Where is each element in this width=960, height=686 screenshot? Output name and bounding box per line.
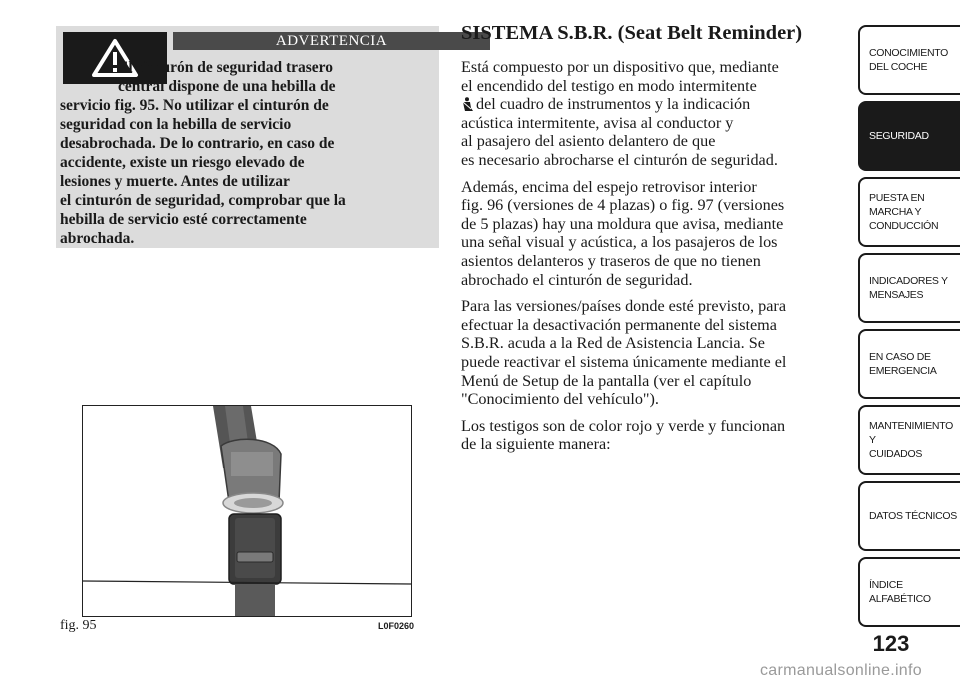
- text-line: Además, encima del espejo retrovisor interior: [461, 177, 757, 196]
- tab-mantenimiento-y-cuidados[interactable]: [858, 405, 960, 475]
- warning-line: hebilla de servicio esté correctamente: [60, 211, 307, 228]
- text-line: es necesario abrocharse el cinturón de seguridad.: [461, 150, 778, 169]
- text-line: una señal visual y acústica, a los pasajeros de los: [461, 233, 778, 252]
- text-line: de 5 plazas) hay una moldura que avisa, mediante: [461, 214, 784, 233]
- text-line: Está compuesto por un dispositivo que, mediante: [461, 58, 779, 76]
- seat-belt-buckle-illustration: [83, 406, 411, 616]
- tab-seguridad[interactable]: [858, 101, 960, 171]
- tab-label: CONOCIMIENTO DEL COCHE: [869, 47, 949, 73]
- warning-line: central dispone de una hebilla de: [118, 78, 336, 95]
- paragraph-4: [461, 417, 846, 454]
- figure-95-seat-belt-buckle: [82, 405, 412, 617]
- tab-label: INDICADORES Y MENSAJES: [869, 275, 948, 301]
- tab-label: SEGURIDAD: [869, 130, 929, 142]
- tab-label: PUESTA EN MARCHA Y CONDUCCIÓN: [869, 192, 939, 232]
- warning-line: desabrochada. De lo contrario, en caso de: [60, 135, 335, 152]
- text-line: acústica intermitente, avisa al conductor y: [461, 113, 734, 132]
- tab-label: DATOS TÉCNICOS: [869, 510, 957, 522]
- warning-header: ADVERTENCIA: [173, 32, 490, 50]
- text-line: de la siguiente manera:: [461, 435, 611, 454]
- tab-datos-tecnicos[interactable]: [858, 481, 960, 551]
- tab-puesta-en-marcha[interactable]: [858, 177, 960, 247]
- text-line: el encendido del testigo en modo intermitente: [461, 76, 757, 95]
- tab-indice-alfabetico[interactable]: [858, 557, 960, 627]
- warning-line: servicio fig. 95. No utilizar el cinturón de: [60, 97, 329, 114]
- tab-indicadores-y-mensajes[interactable]: [858, 253, 960, 323]
- warning-line: abrochada.: [60, 230, 135, 247]
- tab-conocimiento-del-coche[interactable]: [858, 25, 960, 95]
- text-line: S.B.R. acuda a la Red de Asistencia Lancia. Se: [461, 334, 765, 353]
- text-line: del cuadro de instrumentos y la indicación: [476, 95, 751, 114]
- warning-line: El cinturón de seguridad trasero: [118, 59, 333, 76]
- text-line: puede reactivar el sistema únicamente mediante el: [461, 352, 787, 371]
- text-line: Los testigos son de color rojo y verde y funcionan: [461, 416, 786, 435]
- paragraph-3: [461, 297, 846, 409]
- text-line: asientos delanteros y traseros de que no tienen: [461, 251, 761, 270]
- warning-line: seguridad con la hebilla de servicio: [60, 116, 292, 133]
- text-line: abrochado el cinturón de seguridad.: [461, 270, 693, 289]
- page-number: 123: [872, 631, 910, 656]
- tab-en-caso-de-emergencia[interactable]: [858, 329, 960, 399]
- text-line: fig. 96 (versiones de 4 plazas) o fig. 97 (versiones: [461, 196, 785, 215]
- tab-label: MANTENIMIENTO Y CUIDADOS: [869, 420, 953, 460]
- warning-line: accidente, existe un riesgo elevado de: [60, 154, 305, 171]
- seat-belt-icon: [461, 97, 473, 111]
- warning-text: [60, 58, 435, 248]
- warning-line: lesiones y muerte. Antes de utilizar: [60, 173, 290, 190]
- text-line: efectuar la desactivación permanente del sistema: [461, 315, 777, 334]
- paragraph-2: [461, 178, 846, 290]
- tab-label: ÍNDICE ALFABÉTICO: [869, 579, 931, 605]
- text-line-with-icon: [461, 95, 846, 114]
- warning-line: el cinturón de seguridad, comprobar que la: [60, 192, 346, 209]
- text-line: Para las versiones/países donde esté previsto, para: [461, 297, 786, 316]
- text-line: Menú de Setup de la pantalla (ver el capítulo: [461, 371, 752, 390]
- tab-label: EN CASO DE EMERGENCIA: [869, 351, 937, 377]
- watermark: carmanualsonline.info: [760, 662, 922, 679]
- warning-box: [56, 26, 439, 248]
- text-line: al pasajero del asiento delantero de que: [461, 132, 716, 151]
- section-title: SISTEMA S.B.R. (Seat Belt Reminder): [461, 22, 803, 44]
- text-line: "Conocimiento del vehículo").: [461, 390, 659, 409]
- section-body: [461, 58, 846, 462]
- figure-caption: fig. 95: [60, 618, 97, 633]
- paragraph-1: [461, 58, 846, 170]
- figure-code: L0F0260: [378, 621, 415, 631]
